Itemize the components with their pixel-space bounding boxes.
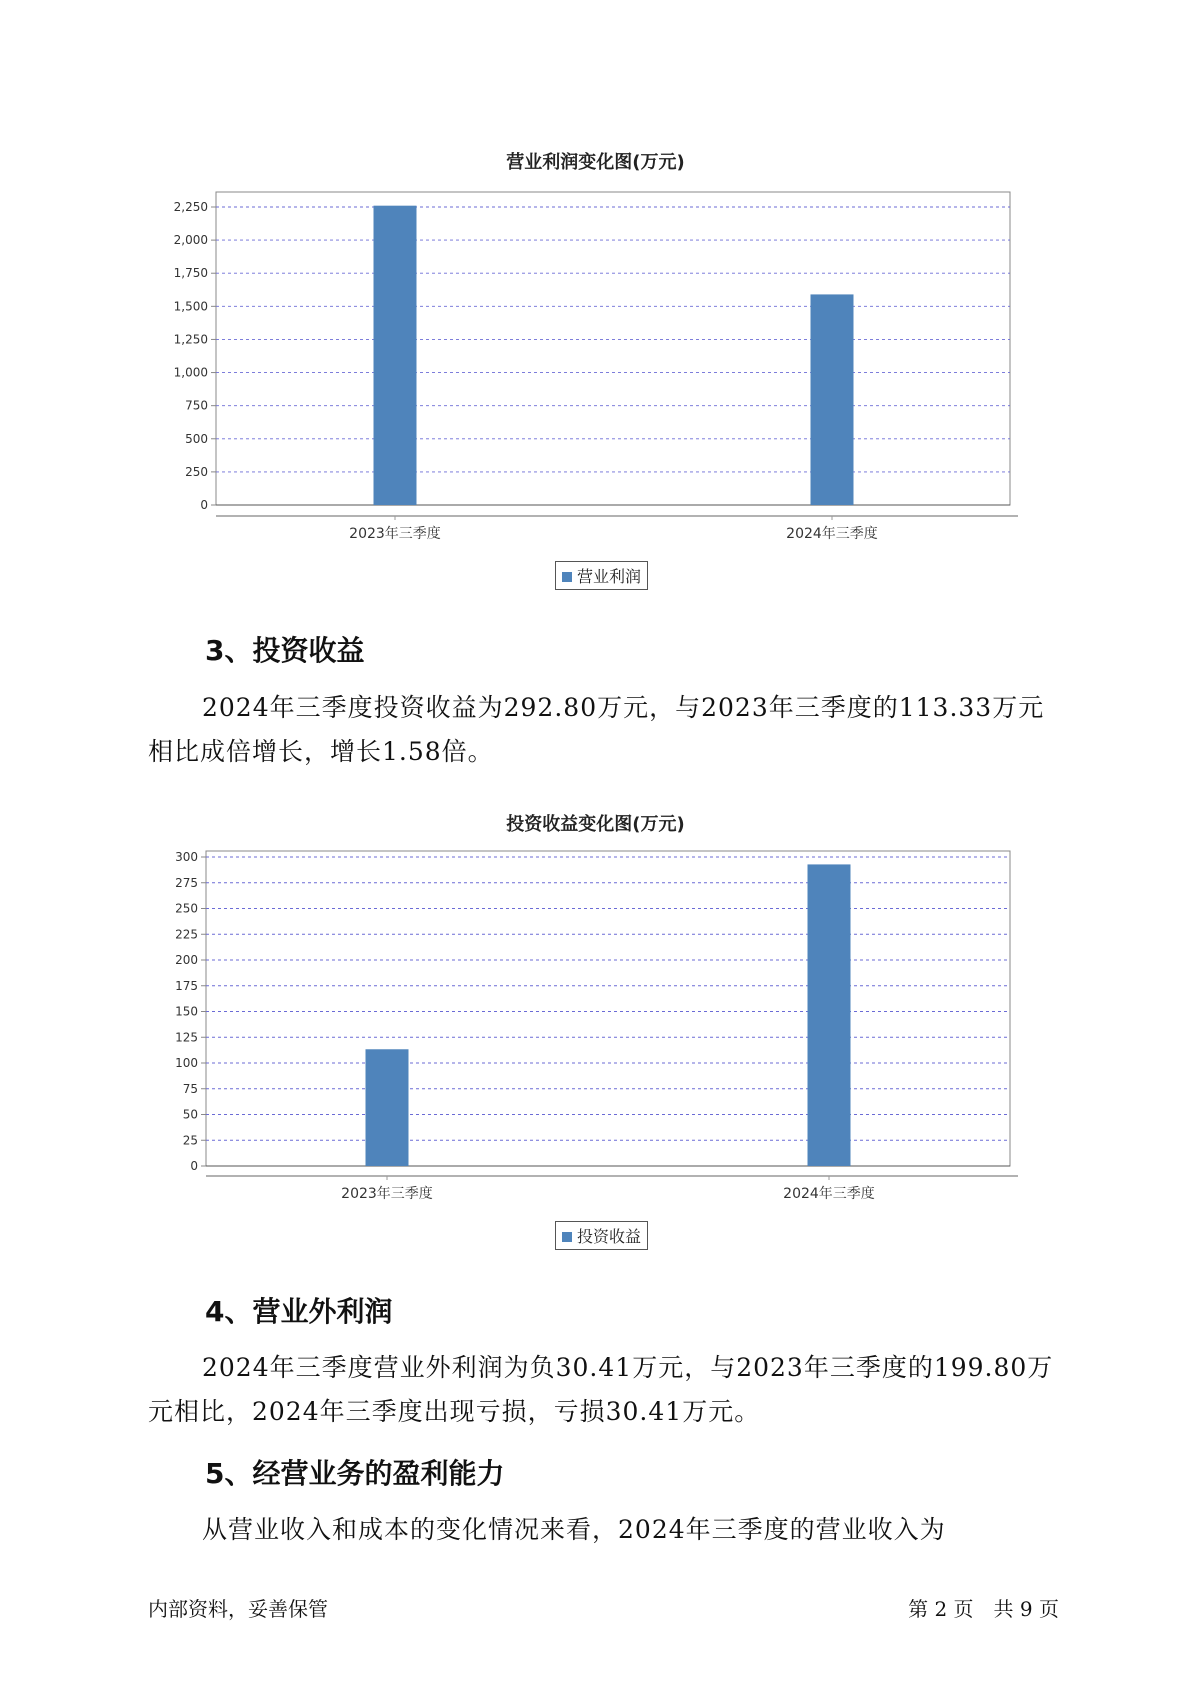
y-tick-label: 0	[200, 498, 208, 512]
section-3-paragraph: 2024年三季度投资收益为292.80万元，与2023年三季度的113.33万元相比成倍增长，增长1.58倍。	[148, 693, 1045, 766]
footer-right: 第 2 页 共 9 页	[908, 1597, 1059, 1621]
y-tick-label: 100	[175, 1056, 198, 1070]
plot-area	[216, 192, 1010, 505]
chart2-legend	[555, 1221, 648, 1250]
y-tick-label: 250	[175, 901, 198, 916]
chart1-title: 营业利润变化图(万元)	[506, 152, 685, 173]
bar-2	[808, 864, 851, 1166]
chart2-legend-label: 投资收益	[577, 1227, 642, 1246]
y-tick-label: 125	[175, 1030, 198, 1045]
chart1-legend	[555, 561, 648, 590]
y-tick-label: 175	[175, 978, 198, 993]
x-tick-label: 2024年三季度	[786, 526, 878, 542]
y-tick-label: 200	[175, 953, 198, 967]
section-5-heading: 5、经营业务的盈利能力	[205, 1457, 505, 1490]
x-tick-label: 2023年三季度	[341, 1186, 433, 1202]
y-tick-label: 225	[175, 927, 198, 942]
chart1-legend-label: 营业利润	[577, 567, 642, 586]
bar-1	[374, 206, 417, 505]
investment-income-chart	[0, 836, 1191, 1226]
bar-1	[366, 1049, 409, 1166]
y-tick-label: 150	[175, 1004, 198, 1019]
y-tick-label: 50	[182, 1107, 198, 1122]
y-tick-label: 1,000	[173, 365, 208, 380]
x-tick-label: 2023年三季度	[349, 526, 441, 542]
legend-swatch	[562, 1232, 572, 1242]
y-tick-label: 1,250	[173, 332, 208, 347]
y-tick-label: 500	[185, 431, 208, 446]
y-tick-label: 250	[185, 464, 208, 479]
section-4-heading: 4、营业外利润	[205, 1295, 393, 1328]
y-tick-label: 25	[182, 1133, 198, 1148]
x-tick-label: 2024年三季度	[783, 1186, 875, 1202]
section-3-heading: 3、投资收益	[205, 634, 365, 667]
footer-left: 内部资料，妥善保管	[148, 1597, 328, 1621]
y-tick-label: 750	[185, 398, 208, 413]
y-tick-label: 300	[175, 850, 198, 864]
y-tick-label: 75	[182, 1081, 198, 1096]
section-5-paragraph: 从营业收入和成本的变化情况来看，2024年三季度的营业收入为	[202, 1515, 946, 1544]
y-tick-label: 275	[175, 875, 198, 890]
y-tick-label: 2,250	[173, 200, 208, 214]
chart2-title: 投资收益变化图(万元)	[506, 814, 685, 835]
legend-swatch	[562, 572, 572, 582]
y-tick-label: 1,500	[173, 299, 208, 314]
operating-profit-chart	[0, 170, 1191, 590]
y-tick-label: 1,750	[173, 266, 208, 281]
y-tick-label: 0	[190, 1159, 198, 1173]
y-tick-label: 2,000	[173, 233, 208, 248]
plot-area	[206, 851, 1010, 1166]
bar-2	[811, 294, 854, 505]
section-4-paragraph: 2024年三季度营业外利润为负30.41万元，与2023年三季度的199.80万元相比，2024年三季度出现亏损，亏损30.41万元。	[148, 1353, 1054, 1426]
